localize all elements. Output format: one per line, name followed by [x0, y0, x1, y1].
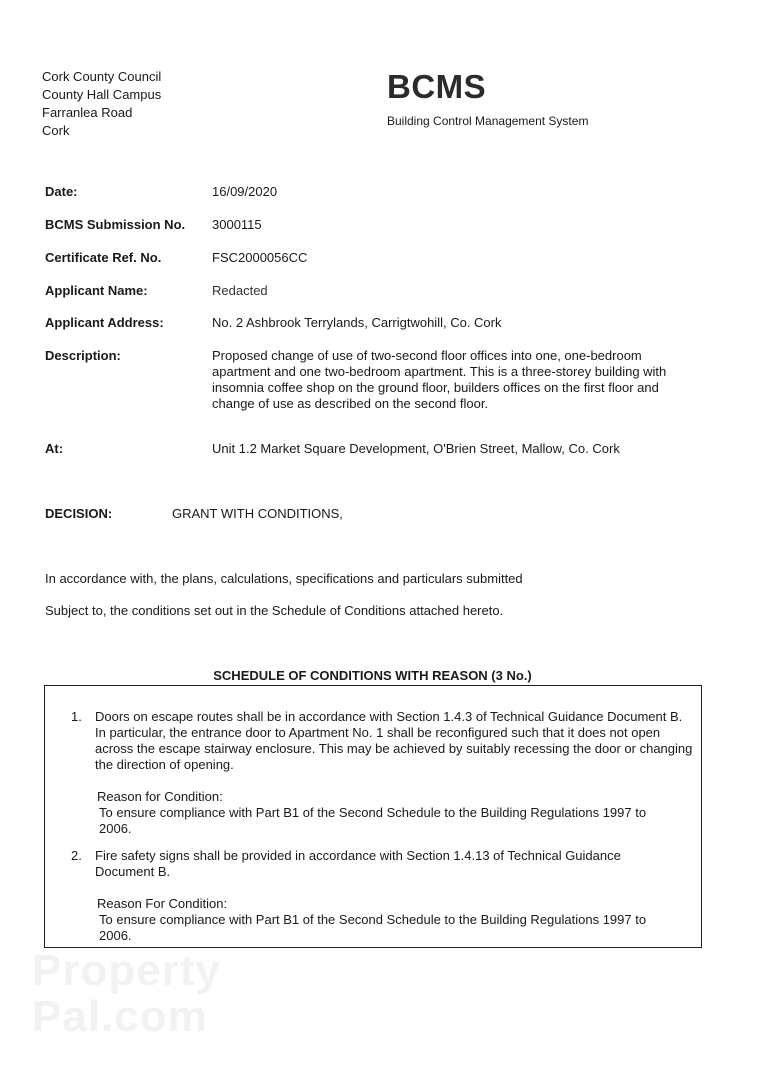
applicant-name-label: Applicant Name: [45, 283, 148, 298]
date-value: 16/09/2020 [212, 184, 278, 199]
certificate-value: FSC2000056CC [212, 250, 308, 265]
submission-label: BCMS Submission No. [45, 217, 186, 232]
condition-item-1 [45, 709, 695, 837]
bcms-logo: BCMS [387, 68, 487, 105]
condition-item-2 [45, 848, 695, 944]
address-line-1: Cork County Council [42, 69, 162, 84]
applicant-address-value: No. 2 Ashbrook Terrylands, Carrigtwohill, Co. Cork [212, 315, 502, 330]
decision-label: DECISION: [45, 506, 113, 521]
reason-label: Reason For Condition: [97, 896, 228, 911]
accordance-paragraph: In accordance with, the plans, calculations, specifications and particulars submitted [45, 571, 523, 586]
conditions-box [44, 685, 702, 948]
submission-value: 3000115 [212, 217, 262, 232]
bcms-subtitle: Building Control Management System [387, 114, 589, 128]
watermark-line-2: Pal.com [32, 992, 208, 1041]
certificate-label: Certificate Ref. No. [45, 250, 162, 265]
description-label: Description: [45, 348, 121, 363]
address-line-3: Farranlea Road [42, 105, 133, 120]
address-line-4: Cork [42, 123, 70, 138]
council-address [42, 68, 161, 140]
applicant-address-label: Applicant Address: [45, 315, 164, 330]
condition-number: 1. [71, 709, 82, 724]
description-value: Proposed change of use of two-second floor offices into one, one-bedroom apartment and one two-bedroom apartment. This is a three-storey building with insomnia coffee shop on the ground floor, builders offices on the first floor and change of use as described on the second floor. [212, 348, 667, 411]
date-label: Date: [45, 184, 78, 199]
subject-paragraph: Subject to, the conditions set out in the Schedule of Conditions attached hereto. [45, 603, 504, 618]
watermark-line-1: Property [32, 946, 221, 995]
condition-text: Fire safety signs shall be provided in accordance with Section 1.4.13 of Technical Guidance Document B. [95, 848, 621, 879]
condition-text: Doors on escape routes shall be in accordance with Section 1.4.3 of Technical Guidance Document B. In particular, the entrance door to Apartment No. 1 shall be reconfigured such that it does not open across the escape stairway enclosure. This may be achieved by suitably recessing the door or changing the direction of opening. [95, 709, 693, 772]
condition-number: 2. [71, 848, 82, 863]
address-line-2: County Hall Campus [42, 87, 162, 102]
at-value: Unit 1.2 Market Square Development, O'Brien Street, Mallow, Co. Cork [212, 441, 620, 456]
applicant-name-value: Redacted [212, 283, 268, 298]
reason-text: To ensure compliance with Part B1 of the Second Schedule to the Building Regulations 1997 to 2006. [99, 805, 647, 836]
reason-label: Reason for Condition: [97, 789, 223, 804]
schedule-title: SCHEDULE OF CONDITIONS WITH REASON (3 No.) [213, 668, 532, 683]
reason-text: To ensure compliance with Part B1 of the Second Schedule to the Building Regulations 1997 to 2006. [99, 912, 647, 943]
at-label: At: [45, 441, 64, 456]
decision-value: GRANT WITH CONDITIONS, [172, 506, 343, 521]
propertypal-watermark [32, 948, 221, 1040]
